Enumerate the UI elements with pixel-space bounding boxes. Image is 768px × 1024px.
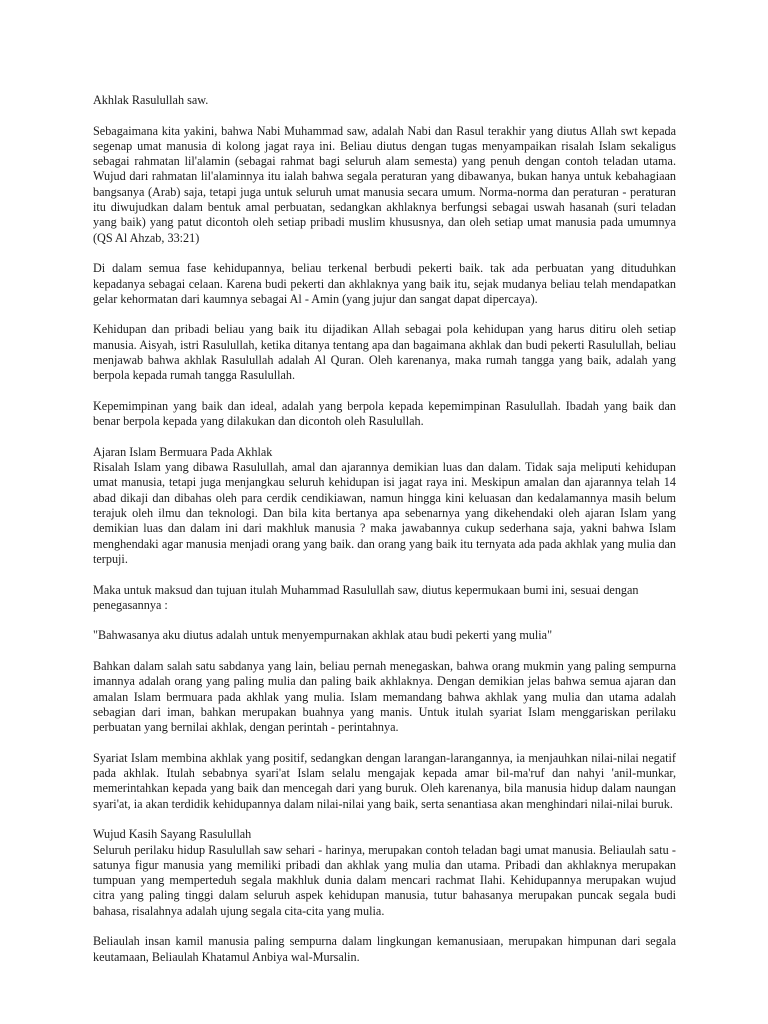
document-title: Akhlak Rasulullah saw. xyxy=(93,93,209,107)
section-heading-kasih-sayang: Wujud Kasih Sayang Rasulullah xyxy=(93,827,252,842)
paragraph-intro: Sebagaimana kita yakini, bahwa Nabi Muhammad saw, adalah Nabi dan Rasul terakhir yang diutus Allah swt kepada segenap umat manusia di kolong jagat raya ini. Beliau diutus dengan tugas menyampaikan risalah Islam sekaligus sebagai rahmatan lil'alamin (sebagai rahmat bagi seluruh alam semesta) yang penuh dengan contoh teladan utama. Wujud dari rahmatan lil'alaminnya itu ialah bahwa segala peraturan yang dibawanya, bukan hanya untuk kebahagiaan bangsanya (Arab) saja, tetapi juga untuk seluruh umat manusia secara umum. Norma-norma dan peraturan - peraturan itu diwujudkan dalam bentuk amal perbuatan, sedangkan akhlaknya berfungsi sebagai uswah hasanah (suri teladan yang baik) yang patut dicontoh oleh setiap pribadi muslim khususnya, dan oleh setiap umat manusia pada umumnya (QS Al Ahzab, 33:21) xyxy=(93,123,676,245)
document-body xyxy=(93,93,676,980)
paragraph-leadership: Kepemimpinan yang baik dan ideal, adalah yang berpola kepada kepemimpinan Rasulullah. Ibadah yang baik dan benar berpola kepada yang dilakukan dan dicontoh oleh Rasulullah. xyxy=(93,398,676,429)
paragraph-risalah: Risalah Islam yang dibawa Rasulullah, amal dan ajarannya demikian luas dan dalam. Tidak saja meliputi kehidupan umat manusia, tetapi juga menjangkau seluruh kehidupan isi jagat raya ini. Meskipun amalan dan ajarannya telah 14 abad dikaji dan dibahas oleh para cerdik cendikiawan, namun hingga kini keluasan dan kedalamannya masih belum terajuk oleh ilmu dan teknologi. Dan bila kita bertanya apa sebenarnya yang dikehendaki oleh ajaran Islam yang demikian luas dan dalam ini dari makhluk manusia ? maka jawabannya cukup sederhana saja, yakni bahwa Islam menghendaki agar manusia menjadi orang yang baik. dan orang yang baik itu ternyata ada pada akhlak yang mulia dan terpuji. xyxy=(93,460,676,566)
paragraph-syariat: Syariat Islam membina akhlak yang positif, sedangkan dengan larangan-larangannya, ia menjauhkan nilai-nilai negatif pada akhlak. Itulah sebabnya syari'at Islam selalu mengajak kepada amar bil-ma'ruf dan nahyi 'anil-munkar, memerintahkan kepada yang baik dan mencegah dari yang buruk. Oleh karenanya, bila manusia hidup dalam naungan syari'at, ia akan terdidik kehidupannya dalam nilai-nilai yang baik, serta senantiasa akan menghindari nilai-nilai buruk. xyxy=(93,750,676,811)
paragraph-character: Di dalam semua fase kehidupannya, beliau terkenal berbudi pekerti baik. tak ada perbuatan yang dituduhkan kepadanya sebagai celaan. Karena budi pekerti dan akhlaknya yang baik itu, sejak mudanya beliau telah mendapatkan gelar kehormatan dari kaumnya sebagai Al - Amin (yang jujur dan sangat dapat dipercaya). xyxy=(93,261,676,306)
section-ajaran xyxy=(93,445,676,567)
section-kasih-sayang xyxy=(93,827,676,919)
paragraph-insan-kamil: Beliaulah insan kamil manusia paling sempurna dalam lingkungan kemanusiaan, merupakan himpunan dari segala keutamaan, Beliaulah Khatamul Anbiya wal-Mursalin. xyxy=(93,934,676,964)
section-heading-ajaran: Ajaran Islam Bermuara Pada Akhlak xyxy=(93,444,273,459)
paragraph-mukmin: Bahkan dalam salah satu sabdanya yang lain, beliau pernah menegaskan, bahwa orang mukmin yang paling sempurna imannya adalah orang yang paling mulia dan paling baik akhlaknya. Dengan demikian jelas bahwa semua ajaran dan amalan Islam bermuara pada akhlak yang mulia. Islam memandang bahwa akhlak yang mulia dan utama adalah sebagian dari iman, bahkan merupakan buahnya yang manis. Untuk itulah syariat Islam menggariskan perilaku perbuatan yang bernilai akhlak, dengan perintah - perintahnya. xyxy=(93,658,676,735)
paragraph-teladan: Seluruh perilaku hidup Rasulullah saw sehari - harinya, merupakan contoh teladan bagi umat manusia. Beliaulah satu -satunya figur manusia yang memiliki pribadi dan akhlak yang mulia dan utama. Pribadi dan akhlaknya merupakan tumpuan yang memperteduh segala makhluk dunia dalam mencari rachmat Ilahi. Kehidupannya merupakan wujud citra yang paling tinggi dalam seluruh aspek kehidupan manusia, tutur bahasanya merupakan puncak segala budi bahasa, risalahnya adalah ujung segala cita-cita yang mulia. xyxy=(93,842,676,918)
hadith-quote: "Bahwasanya aku diutus adalah untuk menyempurnakan akhlak atau budi pekerti yang mulia" xyxy=(93,628,553,643)
paragraph-purpose: Maka untuk maksud dan tujuan itulah Muhammad Rasulullah saw, diutus kepermukaan bumi ini, sesuai dengan penegasannya : xyxy=(93,582,639,612)
paragraph-life-pattern: Kehidupan dan pribadi beliau yang baik itu dijadikan Allah sebagai pola kehidupan yang harus ditiru oleh setiap manusia. Aisyah, istri Rasulullah, ketika ditanya tentang apa dan bagaimana akhlak dan budi pekerti Rasulullah, beliau menjawab bahwa akhlak Rasulullah adalah Al Quran. Oleh karenanya, maka rumah tangga yang baik, adalah yang berpola kepada rumah tangga Rasulullah. xyxy=(93,322,676,383)
